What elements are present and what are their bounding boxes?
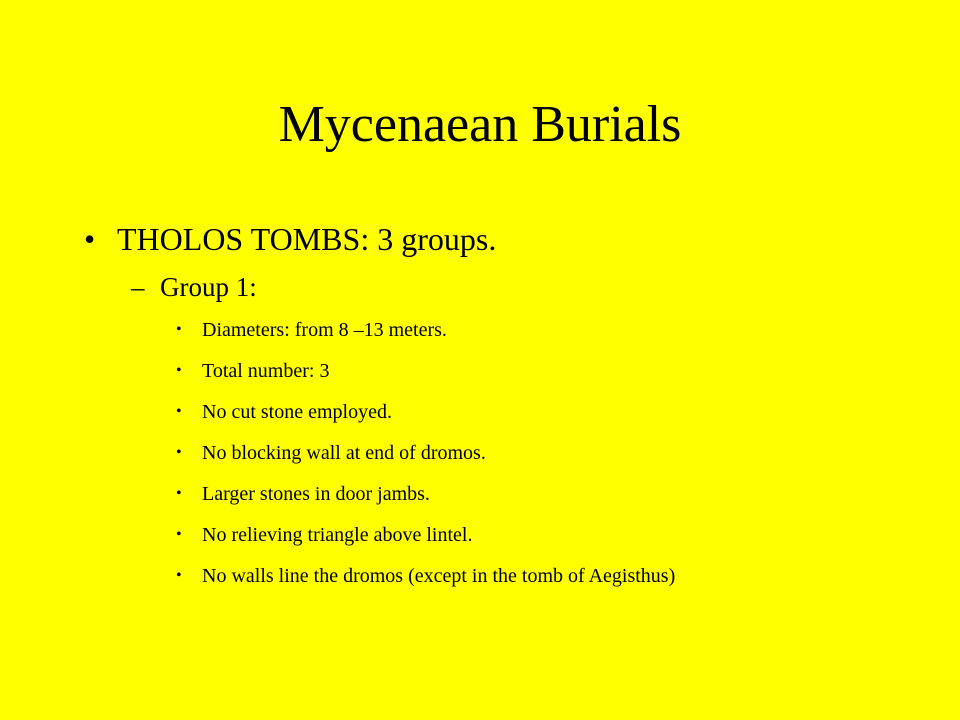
- bullet-icon: •: [176, 526, 182, 543]
- slide-title: Mycenaean Burials: [278, 96, 682, 153]
- bullet-text: THOLOS TOMBS: 3 groups.: [117, 221, 497, 257]
- bullet-icon: •: [176, 403, 182, 420]
- bullet-icon: •: [176, 567, 182, 584]
- sub-bullet-text: Group 1:: [160, 272, 257, 302]
- bullet-icon: •: [176, 485, 182, 502]
- bullet-icon: •: [84, 221, 96, 257]
- bullet-icon: •: [176, 444, 182, 461]
- detail-text: No relieving triangle above lintel.: [202, 524, 473, 546]
- detail-text: No cut stone employed.: [202, 401, 392, 423]
- bullet-icon: •: [176, 321, 182, 338]
- detail-text: No blocking wall at end of dromos.: [202, 442, 486, 464]
- detail-text: Total number: 3: [202, 360, 330, 382]
- bullet-icon: •: [176, 362, 182, 379]
- detail-text: Diameters: from 8 –13 meters.: [202, 319, 447, 341]
- dash-icon: –: [131, 272, 145, 302]
- detail-text: Larger stones in door jambs.: [202, 483, 430, 505]
- detail-text: No walls line the dromos (except in the tomb of Aegisthus): [202, 565, 676, 587]
